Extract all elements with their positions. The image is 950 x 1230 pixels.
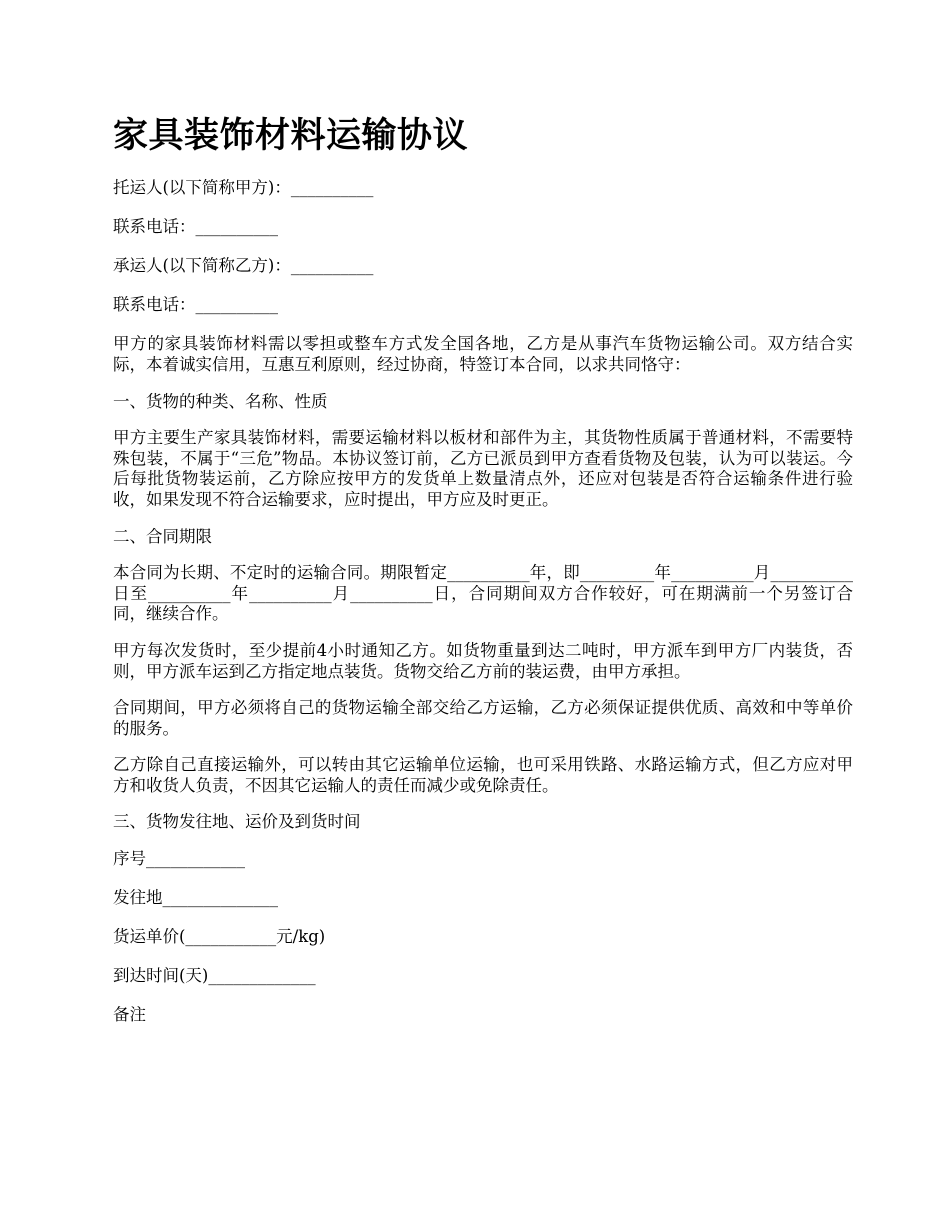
intro-paragraph: 甲方的家具装饰材料需以零担或整车方式发全国各地，乙方是从事汽车货物运输公司。双方结合实际，本着诚实信用，互惠互利原则，经过协商，特签订本合同，以求共同恪守： bbox=[113, 334, 853, 374]
arrival-time-field: 到达时间(天)_____________ bbox=[113, 966, 316, 986]
shipper-phone-field: 联系电话：__________ bbox=[113, 217, 278, 237]
section-heading-destination: 三、货物发往地、运价及到货时间 bbox=[113, 812, 361, 832]
section-heading-goods: 一、货物的种类、名称、性质 bbox=[113, 391, 328, 411]
term-paragraph: 本合同为长期、不定时的运输合同。期限暂定__________年，即_________年__________月__________日至__________年__________月__________日，合同期间双方合作较好，可在期满前一个另签订合同，继续合作。 bbox=[113, 563, 853, 624]
carrier-phone-field: 联系电话：__________ bbox=[113, 295, 278, 315]
destination-field: 发往地______________ bbox=[113, 888, 278, 908]
document-title: 家具装饰材料运输协议 bbox=[113, 115, 469, 156]
unit-price-field: 货运单价(___________元/kg) bbox=[113, 927, 326, 947]
shipper-field: 托运人(以下简称甲方)：__________ bbox=[113, 178, 374, 197]
section-body-goods: 甲方主要生产家具装饰材料，需要运输材料以板材和部件为主，其货物性质属于普通材料，不需要特殊包装，不属于“三危”物品。本协议签订前，乙方已派员到甲方查看货物及包装，认为可以装运。今后每批货物装运前，乙方除应按甲方的发货单上数量清点外，还应对包装是否符合运输条件进行验收，如果发现不符合运输要求，应时提出，甲方应及时更正。 bbox=[113, 428, 853, 509]
exclusivity-paragraph: 合同期间，甲方必须将自己的货物运输全部交给乙方运输，乙方必须保证提供优质、高效和中等单价的服务。 bbox=[113, 698, 853, 738]
document-page bbox=[113, 112, 853, 1045]
subcontract-paragraph: 乙方除自己直接运输外，可以转由其它运输单位运输，也可采用铁路、水路运输方式，但乙方应对甲方和收货人负责，不因其它运输人的责任而减少或免除责任。 bbox=[113, 755, 853, 795]
section-heading-term: 二、合同期限 bbox=[113, 526, 212, 546]
serial-number-field: 序号____________ bbox=[113, 849, 245, 869]
carrier-field: 承运人(以下简称乙方)：__________ bbox=[113, 256, 374, 276]
notice-paragraph: 甲方每次发货时，至少提前4小时通知乙方。如货物重量到达二吨时，甲方派车到甲方厂内装货，否则，甲方派车运到乙方指定地点装货。货物交给乙方前的装运费，由甲方承担。 bbox=[113, 640, 853, 681]
remarks-field: 备注 bbox=[113, 1005, 146, 1025]
